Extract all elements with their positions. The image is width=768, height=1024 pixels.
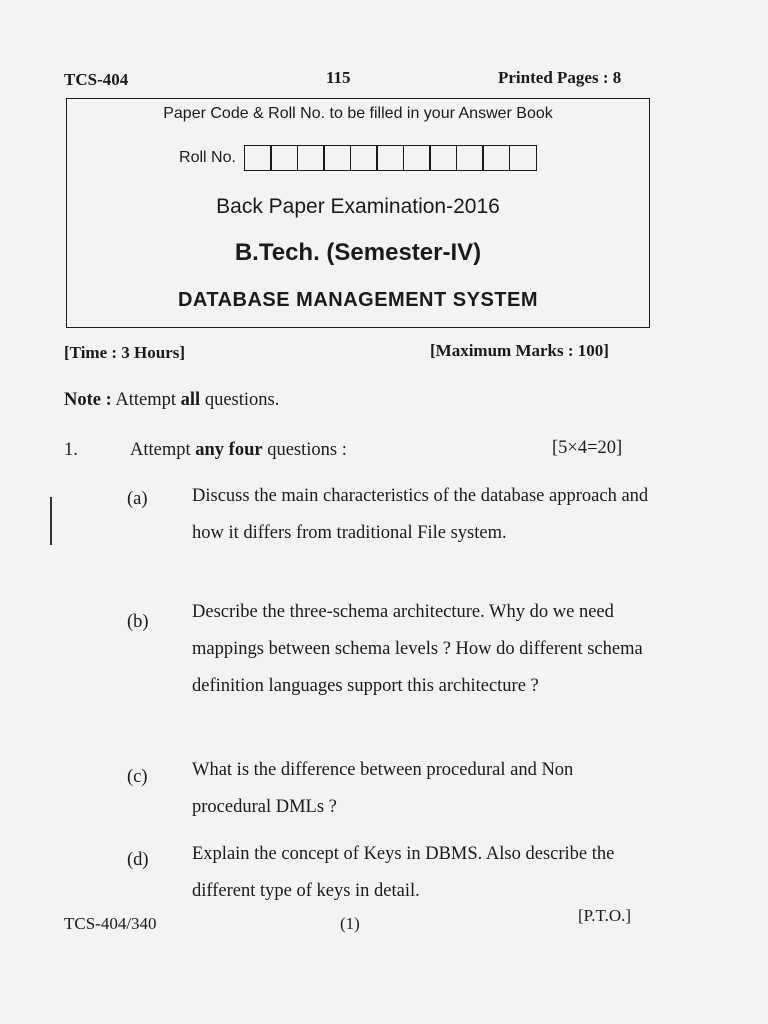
box-instruction: Paper Code & Roll No. to be filled in your Answer Book	[163, 105, 553, 122]
roll-number-cell[interactable]	[376, 145, 404, 171]
course-title: B.Tech. (Semester-IV)	[234, 239, 482, 266]
paper-number: 115	[326, 68, 351, 87]
part-a-text: Discuss the main characteristics of the database approach and how it differs from traditional File system.	[192, 486, 649, 543]
note-bold: all	[180, 390, 201, 410]
part-a-label: (a)	[127, 489, 148, 509]
q-post: questions :	[267, 440, 347, 460]
part-b-text: Describe the three-schema architecture. Why do we need mappings between schema levels ? How do different schema definition languages support this architecture ?	[192, 602, 643, 696]
paper-code: TCS-404	[64, 70, 129, 89]
note-line	[64, 382, 279, 419]
note-post: questions.	[204, 390, 280, 410]
exam-time: [Time : 3 Hours]	[64, 343, 186, 362]
q-pre: Attempt	[130, 440, 191, 460]
maximum-marks: [Maximum Marks : 100]	[430, 341, 609, 360]
printed-pages: Printed Pages : 8	[498, 68, 622, 87]
note-pre: Attempt	[115, 390, 177, 410]
question-marks: [5×4=20]	[552, 438, 623, 458]
part-c-text: What is the difference between procedural and Non procedural DMLs ?	[192, 760, 574, 817]
roll-number-cell[interactable]	[297, 145, 325, 171]
part-d-text: Explain the concept of Keys in DBMS. Also describe the different type of keys in detail.	[192, 844, 615, 901]
part-b-label: (b)	[127, 612, 149, 632]
footer-pto: [P.T.O.]	[578, 906, 632, 925]
roll-number-cell[interactable]	[403, 145, 431, 171]
footer-page-number: (1)	[340, 914, 360, 933]
roll-number-cell[interactable]	[244, 145, 272, 171]
question-instruction	[130, 432, 347, 469]
roll-number-cell[interactable]	[456, 145, 484, 171]
roll-number-row	[67, 145, 649, 171]
margin-mark	[50, 497, 52, 545]
roll-number-cell[interactable]	[509, 145, 537, 171]
roll-number-cell[interactable]	[482, 145, 510, 171]
part-c-label: (c)	[127, 767, 148, 787]
exam-title: Back Paper Examination-2016	[216, 195, 500, 218]
footer-code: TCS-404/340	[64, 914, 157, 933]
question-number: 1.	[64, 440, 78, 460]
roll-number-cell[interactable]	[350, 145, 378, 171]
q-bold: any four	[195, 440, 263, 460]
roll-number-cell[interactable]	[429, 145, 457, 171]
part-d-label: (d)	[127, 850, 149, 870]
subject-title: DATABASE MANAGEMENT SYSTEM	[177, 289, 539, 311]
roll-number-cells[interactable]	[244, 145, 537, 171]
roll-number-cell[interactable]	[323, 145, 351, 171]
note-label: Note :	[64, 390, 112, 410]
roll-label: Roll No.	[179, 149, 236, 166]
roll-number-cell[interactable]	[270, 145, 298, 171]
exam-info-box	[66, 98, 650, 328]
